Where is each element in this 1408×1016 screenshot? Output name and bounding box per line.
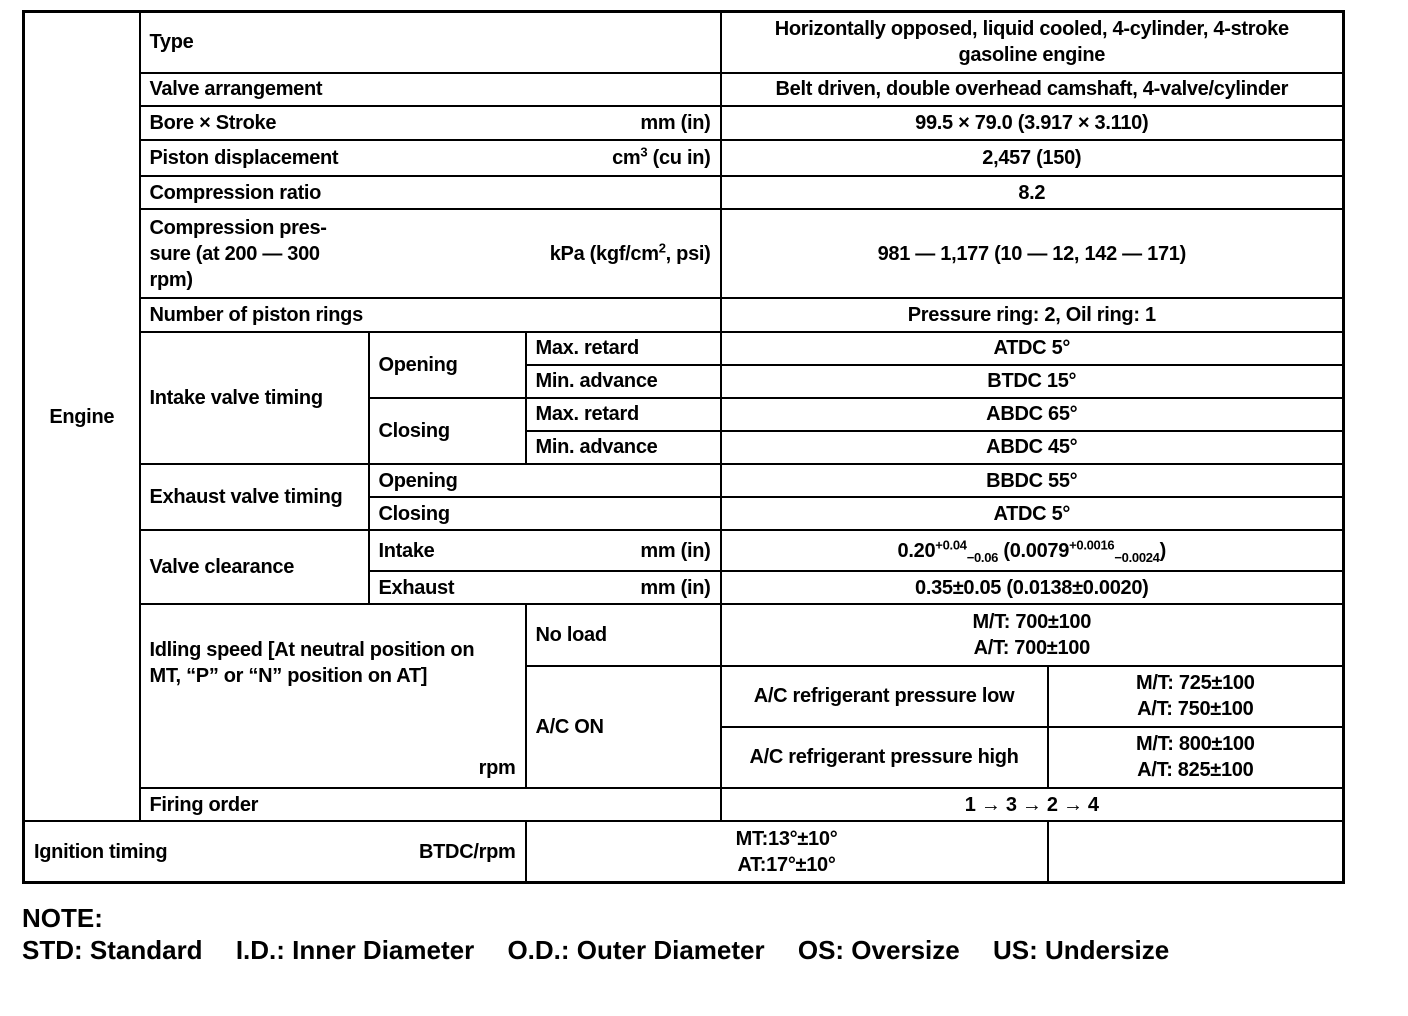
note-us: US: Undersize	[992, 935, 1170, 965]
idling-low-value: M/T: 725±100 A/T: 750±100	[1048, 666, 1344, 727]
intake-closing-min-advance-label: Min. advance	[526, 431, 721, 464]
intake-opening-max-retard-label: Max. retard	[526, 332, 721, 365]
compression-ratio-label: Compression ratio	[140, 176, 721, 209]
ignition-timing-unit: BTDC/rpm	[419, 840, 516, 863]
table-row	[24, 464, 1344, 497]
table-row	[24, 176, 1344, 209]
intake-opening-min-advance-label: Min. advance	[526, 365, 721, 398]
note-block	[22, 902, 1195, 966]
intake-opening-min-advance-value: BTDC 15°	[721, 365, 1344, 398]
note-os: OS: Oversize	[797, 935, 960, 965]
idling-low-label: A/C refrigerant pressure low	[721, 666, 1048, 727]
valve-arrangement-value: Belt driven, double overhead camshaft, 4-valve/cylinder	[721, 73, 1344, 106]
idling-unit: rpm	[478, 757, 516, 780]
compression-pressure-cell	[140, 209, 721, 298]
table-row	[24, 332, 1344, 365]
compression-pressure-label: Compression pres- sure (at 200 — 300 rpm)	[149, 216, 327, 291]
valve-clearance-intake-unit: mm (in)	[640, 539, 711, 562]
exhaust-opening-value: BBDC 55°	[721, 464, 1344, 497]
compression-pressure-unit: kPa ($kgf/cm^2$, psi)	[549, 240, 711, 265]
idling-ac-on-label: A/C ON	[526, 666, 721, 788]
valve-clearance-label: Valve clearance	[140, 530, 369, 604]
note-id: I.D.: Inner Diameter	[235, 935, 475, 965]
idling-no-load-label: No load	[526, 604, 721, 665]
valve-clearance-intake-cell	[369, 530, 721, 571]
valve-clearance-exhaust-unit: mm (in)	[640, 576, 711, 599]
bore-stroke-value: 99.5 × 79.0 (3.917 × 3.110)	[721, 106, 1344, 140]
idling-no-load-value: M/T: 700±100 A/T: 700±100	[721, 604, 1344, 665]
idling-high-label: A/C refrigerant pressure high	[721, 727, 1048, 788]
idling-high-value: M/T: 800±100 A/T: 825±100	[1048, 727, 1344, 788]
table-row	[24, 821, 1344, 882]
bore-stroke-cell	[140, 106, 721, 140]
intake-closing-max-retard-value: ABDC 65°	[721, 398, 1344, 431]
compression-pressure-value: 981 — 1,177 (10 — 12, 142 — 171)	[721, 209, 1344, 298]
idling-label: Idling speed [At neutral position on MT, “P” or “N” position on AT]	[149, 639, 475, 688]
valve-clearance-exhaust-label: Exhaust	[378, 576, 455, 599]
table-row	[24, 788, 1344, 821]
piston-displacement-unit: $cm^3$ (cu in)	[612, 144, 711, 169]
intake-timing-label: Intake valve timing	[140, 332, 369, 464]
intake-closing-min-advance-value: ABDC 45°	[721, 431, 1344, 464]
intake-opening-label: Opening	[369, 332, 526, 398]
intake-closing-label: Closing	[369, 398, 526, 464]
ignition-timing-cell	[24, 821, 526, 882]
valve-arrangement-label: Valve arrangement	[140, 73, 721, 106]
exhaust-closing-label: Closing	[369, 497, 721, 530]
valve-clearance-exhaust-value: 0.35±0.05 (0.0138±0.0020)	[721, 571, 1344, 604]
ignition-timing-value: MT:13°±10° AT:17°±10°	[526, 821, 1048, 882]
valve-clearance-intake-value: $0.20^{+0.04}_{-0.06}$ $(0.0079^{+0.0016}_{-0.0024})$	[721, 530, 1344, 571]
compression-ratio-value: 8.2	[721, 176, 1344, 209]
firing-order-label: Firing order	[140, 788, 721, 821]
piston-displacement-label: Piston displacement	[149, 146, 339, 169]
exhaust-closing-value: ATDC 5°	[721, 497, 1344, 530]
table-row	[24, 530, 1344, 571]
table-row	[24, 73, 1344, 106]
valve-clearance-intake-label: Intake	[378, 539, 435, 562]
piston-rings-value: Pressure ring: 2, Oil ring: 1	[721, 298, 1344, 331]
type-value: Horizontally opposed, liquid cooled, 4-cylinder, 4-stroke gasoline engine	[721, 12, 1344, 73]
type-label: Type	[140, 12, 721, 73]
table-row	[24, 604, 1344, 665]
piston-displacement-value: 2,457 (150)	[721, 140, 1344, 176]
intake-closing-max-retard-label: Max. retard	[526, 398, 721, 431]
table-row	[24, 298, 1344, 331]
table-row	[24, 209, 1344, 298]
table-row	[24, 106, 1344, 140]
firing-order-value: 1 → 3 → 2 → 4	[721, 788, 1344, 821]
note-od: O.D.: Outer Diameter	[507, 935, 765, 965]
idling-cell	[140, 604, 526, 788]
intake-opening-max-retard-value: ATDC 5°	[721, 332, 1344, 365]
table-row	[24, 140, 1344, 176]
exhaust-opening-label: Opening	[369, 464, 721, 497]
note-std: STD: Standard	[22, 935, 203, 965]
note-abbreviations	[22, 934, 1195, 966]
valve-clearance-exhaust-cell	[369, 571, 721, 604]
ignition-timing-label: Ignition timing	[34, 840, 168, 863]
engine-label: Engine	[24, 12, 140, 822]
note-title: NOTE:	[22, 903, 103, 933]
exhaust-timing-label: Exhaust valve timing	[140, 464, 369, 530]
table-row	[24, 12, 1344, 73]
engine-spec-table	[22, 10, 1345, 884]
bore-stroke-label: Bore × Stroke	[149, 111, 277, 134]
piston-displacement-cell	[140, 140, 721, 176]
piston-rings-label: Number of piston rings	[140, 298, 721, 331]
bore-stroke-unit: mm (in)	[640, 111, 711, 134]
